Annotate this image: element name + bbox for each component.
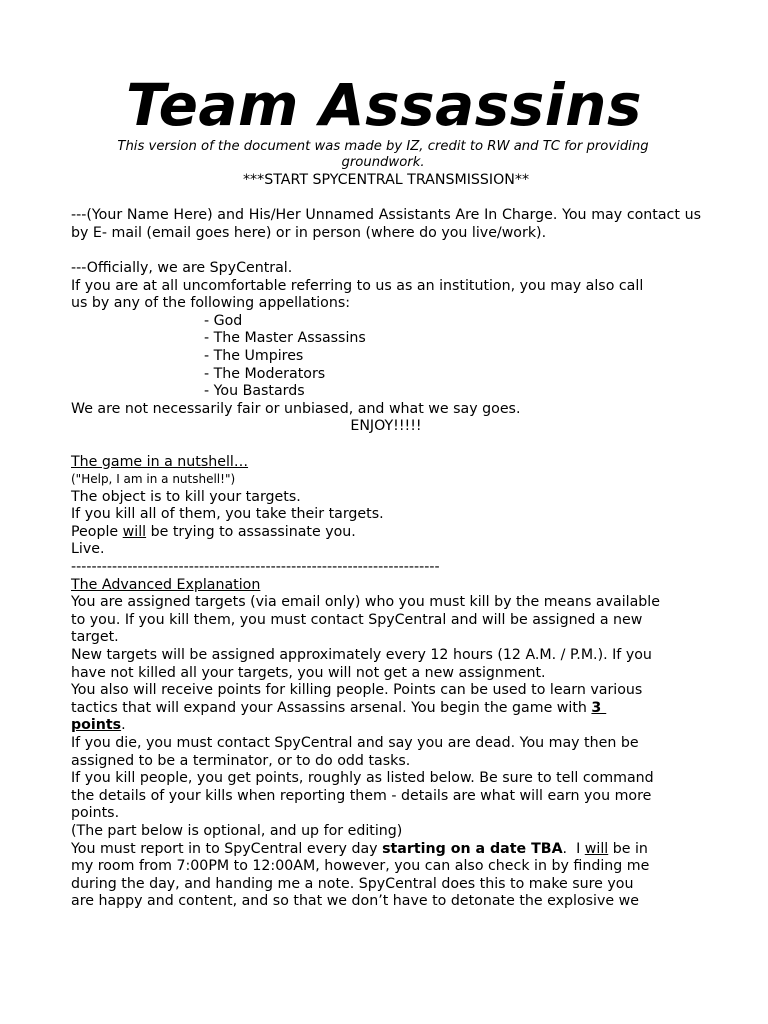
- advanced-line: [71, 841, 701, 859]
- advanced-line: If you kill people, you get points, roughly as listed below. Be sure to tell command: [71, 770, 654, 787]
- appellation-item: - The Master Assassins: [204, 330, 366, 347]
- text-run: . I: [562, 840, 585, 857]
- advanced-line: If you die, you must contact SpyCentral and say you are dead. You may then be: [71, 735, 639, 751]
- advanced-line: during the day, and handing me a note. SpyCentral does this to make sure you: [71, 875, 634, 892]
- advanced-line: points.: [71, 805, 120, 822]
- emphasis-will: will: [584, 840, 609, 857]
- advanced-line: New targets will be assigned approximately every 12 hours (12 A.M. / P.M.). If you: [71, 647, 652, 664]
- text-run: be in: [608, 840, 648, 857]
- text-run: tactics that will expand your Assassins arsenal. You begin the game with: [71, 699, 592, 716]
- spacer: [71, 190, 701, 208]
- uncomfortable-line-1: If you are at all uncomfortable referring to us as an institution, you may also call: [71, 277, 644, 294]
- nutshell-line: [71, 524, 701, 542]
- intro-paragraph: ---(Your Name Here) and His/Her Unnamed Assistants Are In Charge. You may contact us by E- mail (email goes here) or in person (where do you live/work).: [71, 207, 701, 241]
- nutshell-line: If you kill all of them, you take their targets.: [71, 506, 384, 523]
- document-body: [71, 172, 701, 911]
- points-word: points: [71, 717, 122, 734]
- spacer: [71, 436, 701, 454]
- advanced-line: assigned to be a terminator, or to do odd tasks.: [71, 752, 411, 769]
- points-count: 3: [591, 699, 607, 716]
- credit-note: This version of the document was made by IZ, credit to RW and TC for providing groundwork.: [117, 139, 649, 170]
- advanced-heading: The Advanced Explanation: [71, 576, 261, 593]
- text-run: You must report in to SpyCentral every day: [71, 840, 383, 857]
- document-title: Team Assassins: [125, 71, 642, 139]
- appellation-item: - God: [204, 312, 243, 329]
- appellation-item: - The Umpires: [204, 347, 304, 364]
- fair-line: We are not necessarily fair or unbiased, and what we say goes.: [71, 400, 521, 417]
- appellation-item: - The Moderators: [204, 365, 326, 382]
- enjoy-line: ENJOY!!!!!: [350, 418, 422, 435]
- optional-note: (The part below is optional, and up for editing): [71, 822, 403, 839]
- advanced-line: to you. If you kill them, you must contact SpyCentral and will be assigned a new: [71, 611, 643, 628]
- nutshell-line: Live.: [71, 541, 105, 558]
- text-run: People: [71, 523, 123, 540]
- advanced-line: You also will receive points for killing people. Points can be used to learn various: [71, 682, 643, 699]
- advanced-line: my room from 7:00PM to 12:00AM, however, you can also check in by finding me: [71, 858, 650, 875]
- advanced-line: have not killed all your targets, you will not get a new assignment.: [71, 664, 546, 681]
- nutshell-subheading: ("Help, I am in a nutshell!"): [71, 472, 236, 487]
- advanced-line: You are assigned targets (via email only) who you must kill by the means available: [71, 594, 660, 611]
- advanced-line: are happy and content, and so that we don’t have to detonate the explosive we: [71, 893, 639, 910]
- nutshell-line: The object is to kill your targets.: [71, 488, 301, 505]
- transmission-header: ***START SPYCENTRAL TRANSMISSION**: [242, 172, 530, 188]
- nutshell-heading: The game in a nutshell…: [71, 453, 249, 470]
- official-line: ---Officially, we are SpyCentral.: [71, 259, 293, 276]
- spacer: [71, 242, 701, 260]
- advanced-line: [71, 700, 701, 718]
- appellation-item: - You Bastards: [204, 383, 305, 400]
- advanced-line: the details of your kills when reporting them - details are what will earn you more: [71, 787, 652, 804]
- text-run: be trying to assassinate you.: [146, 523, 356, 540]
- emphasis-will: will: [122, 523, 147, 540]
- uncomfortable-line-2: us by any of the following appellations:: [71, 295, 351, 312]
- advanced-line: target.: [71, 629, 119, 646]
- section-divider: ------------------------------------------------------------------------: [71, 559, 440, 576]
- advanced-line: [71, 717, 701, 735]
- start-date-bold: starting on a date TBA: [382, 840, 563, 857]
- text-run: .: [121, 717, 126, 734]
